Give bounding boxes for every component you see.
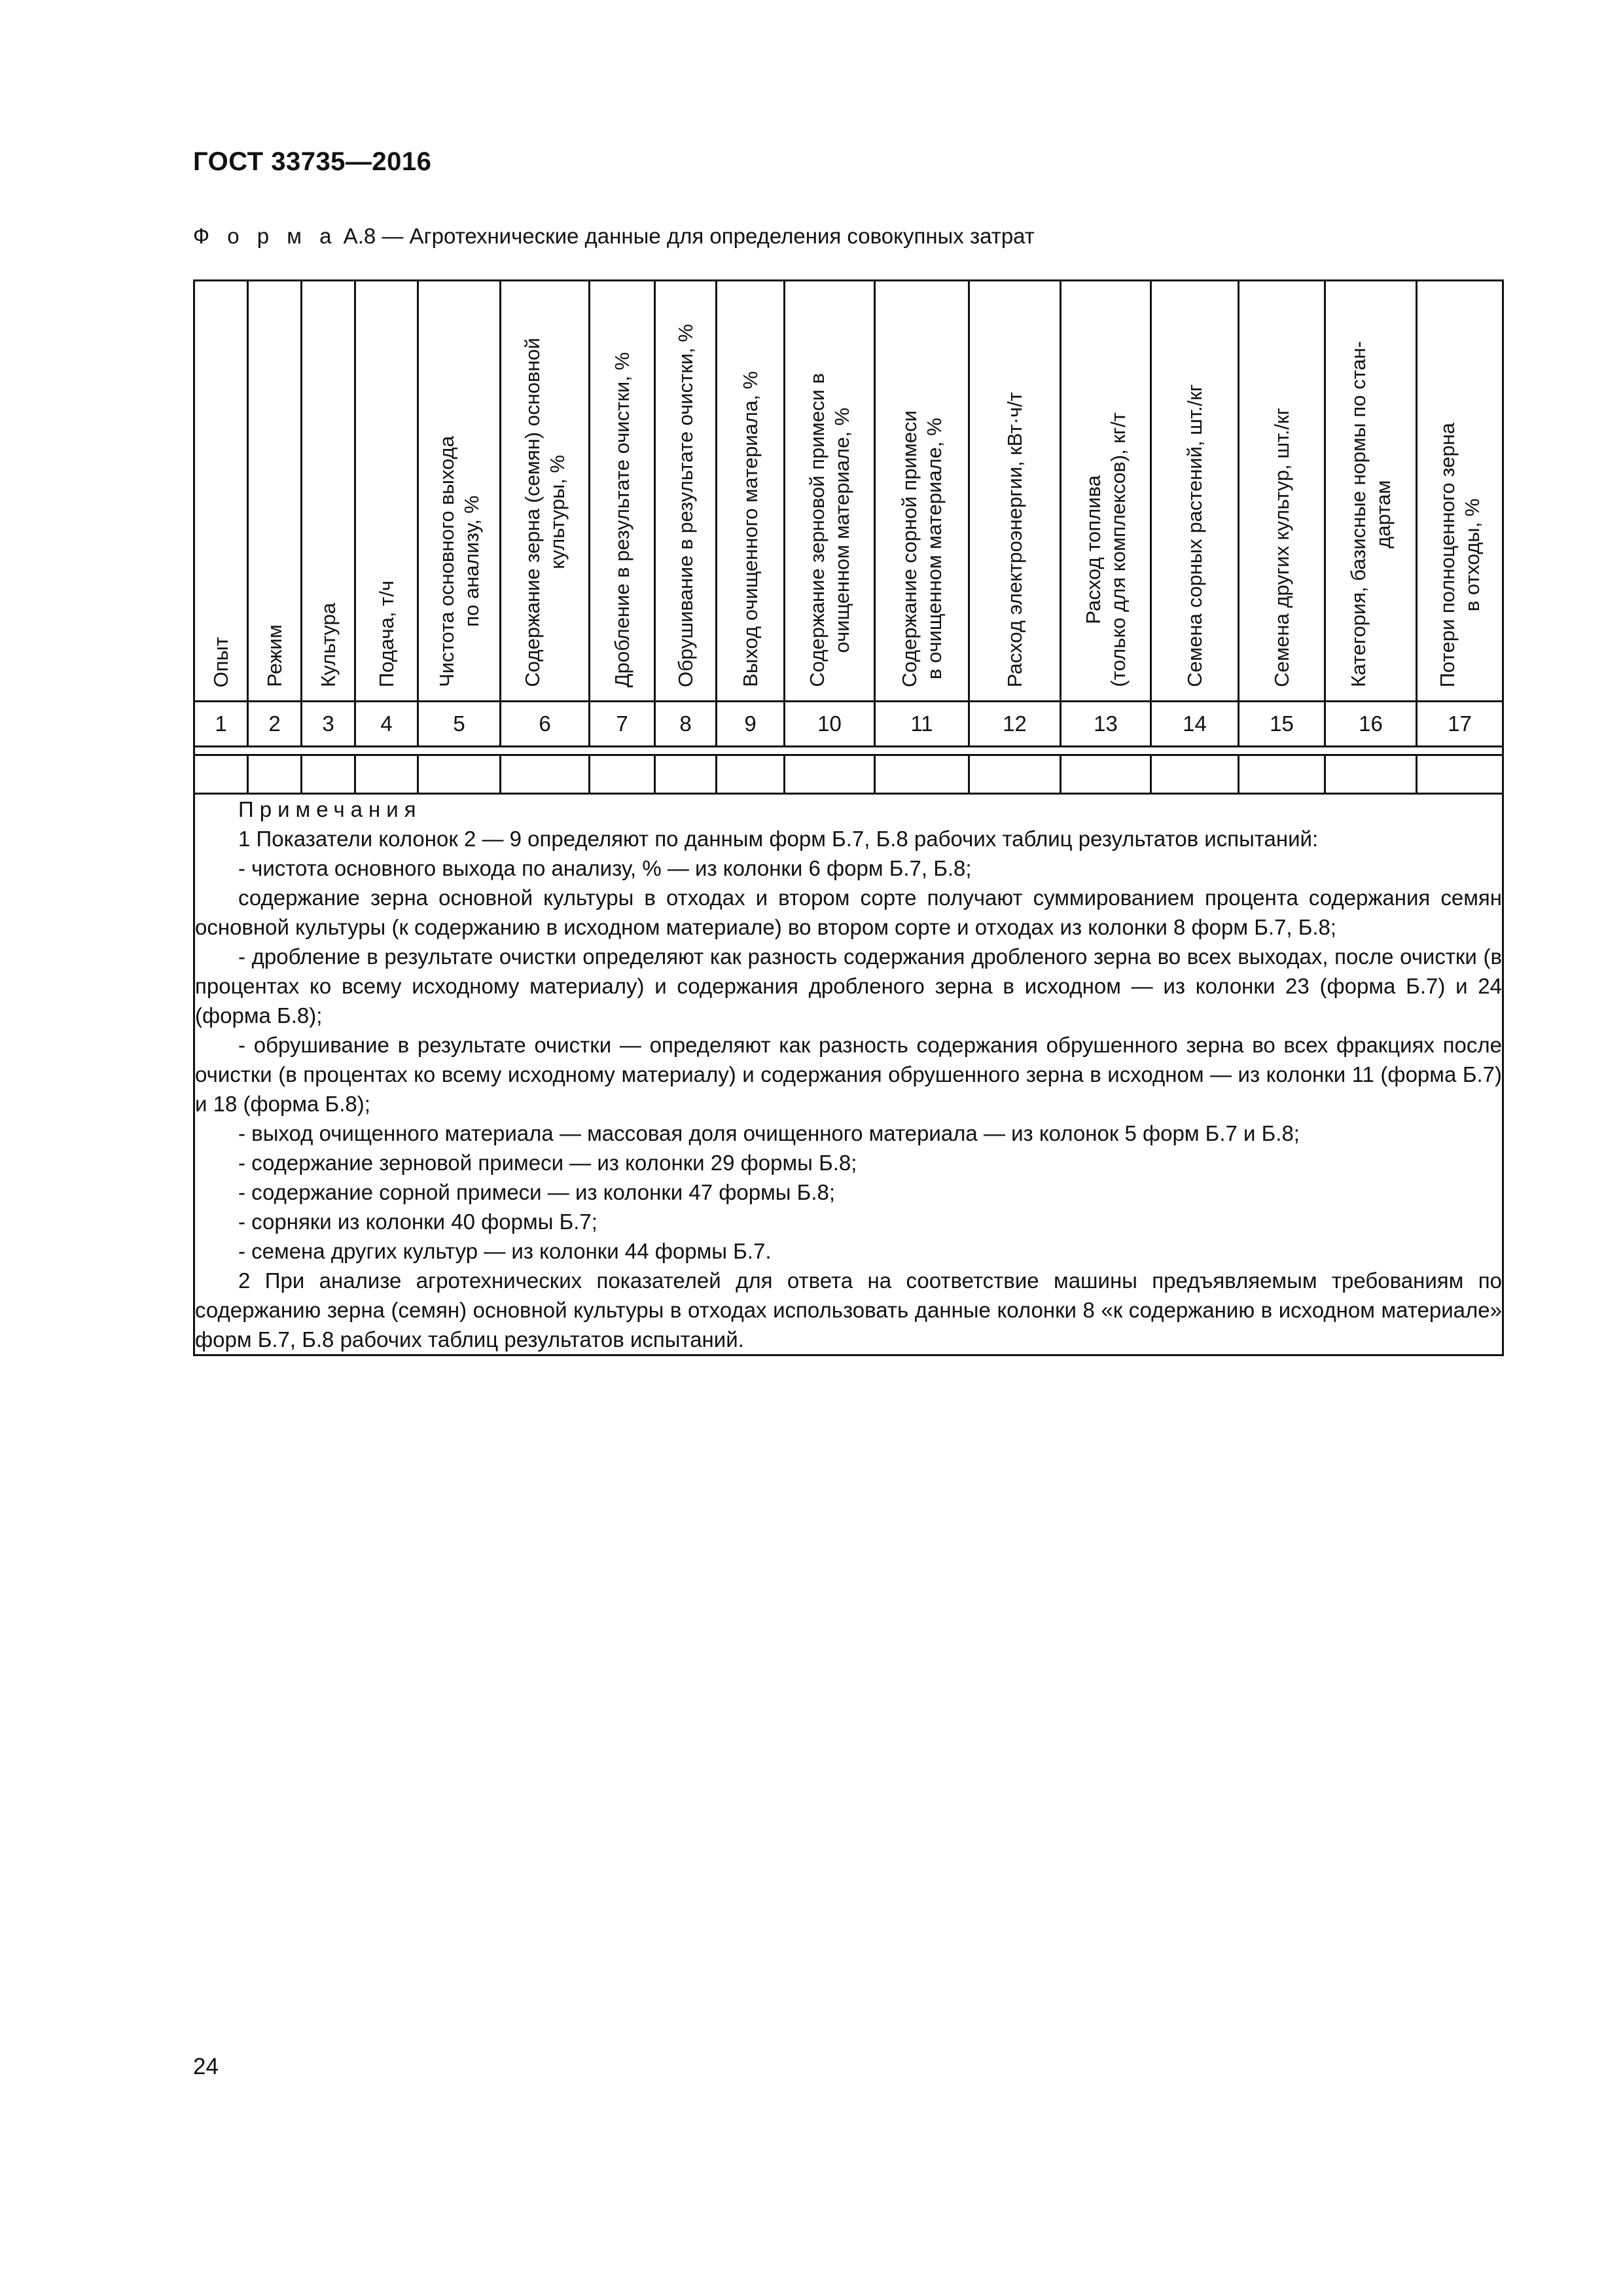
empty-cell <box>1417 755 1503 794</box>
empty-cell <box>1151 755 1239 794</box>
form-label: Ф о р м а <box>193 224 338 248</box>
empty-cell <box>1325 755 1417 794</box>
page-number: 24 <box>193 2054 219 2079</box>
note-item: - содержание зерновой примеси — из колонки 29 формы Б.8; <box>238 1151 857 1175</box>
column-header: Категория, базисные нормы по стан- дартам <box>1325 281 1417 702</box>
column-header: Расход электроэнергии, кВт·ч/т <box>969 281 1061 702</box>
notes-cell <box>194 794 1503 1355</box>
note-item: - обрушивание в результате очистки — определяют как разность содержания обрушенного зерна во всех фракциях после очистки (в процентах ко всему исходному материалу) и содержания обрушенного зерна в исходном — из колонки 11 (форма Б.7) и 18 (форма Б.8); <box>195 1033 1502 1116</box>
column-number: 1 <box>194 702 248 747</box>
column-number: 5 <box>418 702 501 747</box>
document-title: ГОСТ 33735—2016 <box>193 147 432 176</box>
empty-cell <box>969 755 1061 794</box>
column-header: Содержание зерновой примеси в очищенном материале, % <box>785 281 875 702</box>
column-header: Семена других культур, шт./кг <box>1239 281 1325 702</box>
note-item: содержание зерна основной культуры в отходах и втором сорте получают суммированием процента содержания семян основной культуры (к содержанию в исходном материале) во втором сорте и отходах из колонки 8 форм Б.7, Б.8; <box>195 886 1502 939</box>
empty-cell <box>418 755 501 794</box>
empty-cell <box>1061 755 1151 794</box>
column-header: Культура <box>302 281 355 702</box>
form-caption <box>193 224 1035 249</box>
empty-data-row <box>194 755 1503 794</box>
empty-cell <box>501 755 590 794</box>
note-item: - выход очищенного материала — массовая доля очищенного материала — из колонок 5 форм Б.7 и Б.8; <box>238 1121 1300 1145</box>
separator-row <box>194 747 1503 755</box>
column-header: Содержание зерна (семян) основной культуры, % <box>501 281 590 702</box>
empty-cell <box>717 755 785 794</box>
header-row <box>194 281 1503 702</box>
column-number: 4 <box>355 702 418 747</box>
notes-row <box>194 794 1503 1355</box>
note-item: - сорняки из колонки 40 формы Б.7; <box>238 1210 597 1234</box>
column-number: 10 <box>785 702 875 747</box>
empty-cell <box>590 755 655 794</box>
empty-cell <box>194 755 248 794</box>
agrotech-form-table <box>193 279 1504 1356</box>
column-number: 13 <box>1061 702 1151 747</box>
column-header: Семена сорных растений, шт./кг <box>1151 281 1239 702</box>
column-header: Обрушивание в результате очистки, % <box>655 281 717 702</box>
column-number: 16 <box>1325 702 1417 747</box>
column-number: 14 <box>1151 702 1239 747</box>
column-header: Опыт <box>194 281 248 702</box>
empty-cell <box>1239 755 1325 794</box>
column-number: 15 <box>1239 702 1325 747</box>
column-header: Содержание сорной примеси в очищенном материале, % <box>875 281 969 702</box>
column-header: Подача, т/ч <box>355 281 418 702</box>
empty-cell <box>355 755 418 794</box>
note-item: - содержание сорной примеси — из колонки 47 формы Б.8; <box>238 1180 836 1204</box>
notes-title: Примечания <box>238 797 422 821</box>
column-number: 12 <box>969 702 1061 747</box>
column-header: Потери полноценного зерна в отходы, % <box>1417 281 1503 702</box>
separator <box>194 747 1503 755</box>
column-header: Режим <box>248 281 302 702</box>
column-number: 11 <box>875 702 969 747</box>
note-1: 1 Показатели колонок 2 — 9 определяют по данным форм Б.7, Б.8 рабочих таблиц результатов испытаний: <box>238 827 1319 851</box>
column-number: 9 <box>717 702 785 747</box>
column-header: Расход топлива (только для комплексов), кг/т <box>1061 281 1151 702</box>
note-item: - чистота основного выхода по анализу, % — из колонки 6 форм Б.7, Б.8; <box>238 856 972 880</box>
column-number-row <box>194 702 1503 747</box>
column-number: 8 <box>655 702 717 747</box>
column-header: Чистота основного выхода по анализу, % <box>418 281 501 702</box>
column-number: 6 <box>501 702 590 747</box>
column-number: 2 <box>248 702 302 747</box>
column-header: Выход очищенного материала, % <box>717 281 785 702</box>
empty-cell <box>248 755 302 794</box>
note-item: - семена других культур — из колонки 44 формы Б.7. <box>238 1239 772 1263</box>
note-2: 2 При анализе агротехнических показателей для ответа на соответствие машины предъявляемым требованиям по содержанию зерна (семян) основной культуры в отходах использовать данные колонки 8 «к содержанию в исходном материале» форм Б.7, Б.8 рабочих таблиц результатов испытаний. <box>195 1268 1502 1352</box>
column-number: 3 <box>302 702 355 747</box>
empty-cell <box>875 755 969 794</box>
empty-cell <box>785 755 875 794</box>
empty-cell <box>302 755 355 794</box>
form-title: А.8 — Агротехнические данные для определения совокупных затрат <box>337 224 1035 248</box>
column-header: Дробление в результате очистки, % <box>590 281 655 702</box>
column-number: 17 <box>1417 702 1503 747</box>
empty-cell <box>655 755 717 794</box>
column-number: 7 <box>590 702 655 747</box>
note-item: - дробление в результате очистки определяют как разность содержания дробленого зерна во всех выходах, после очистки (в процентах ко всему исходному материалу) и содержания дробленого зерна в исходном — из колонки 23 (форма Б.7) и 24 (форма Б.8); <box>195 944 1502 1028</box>
